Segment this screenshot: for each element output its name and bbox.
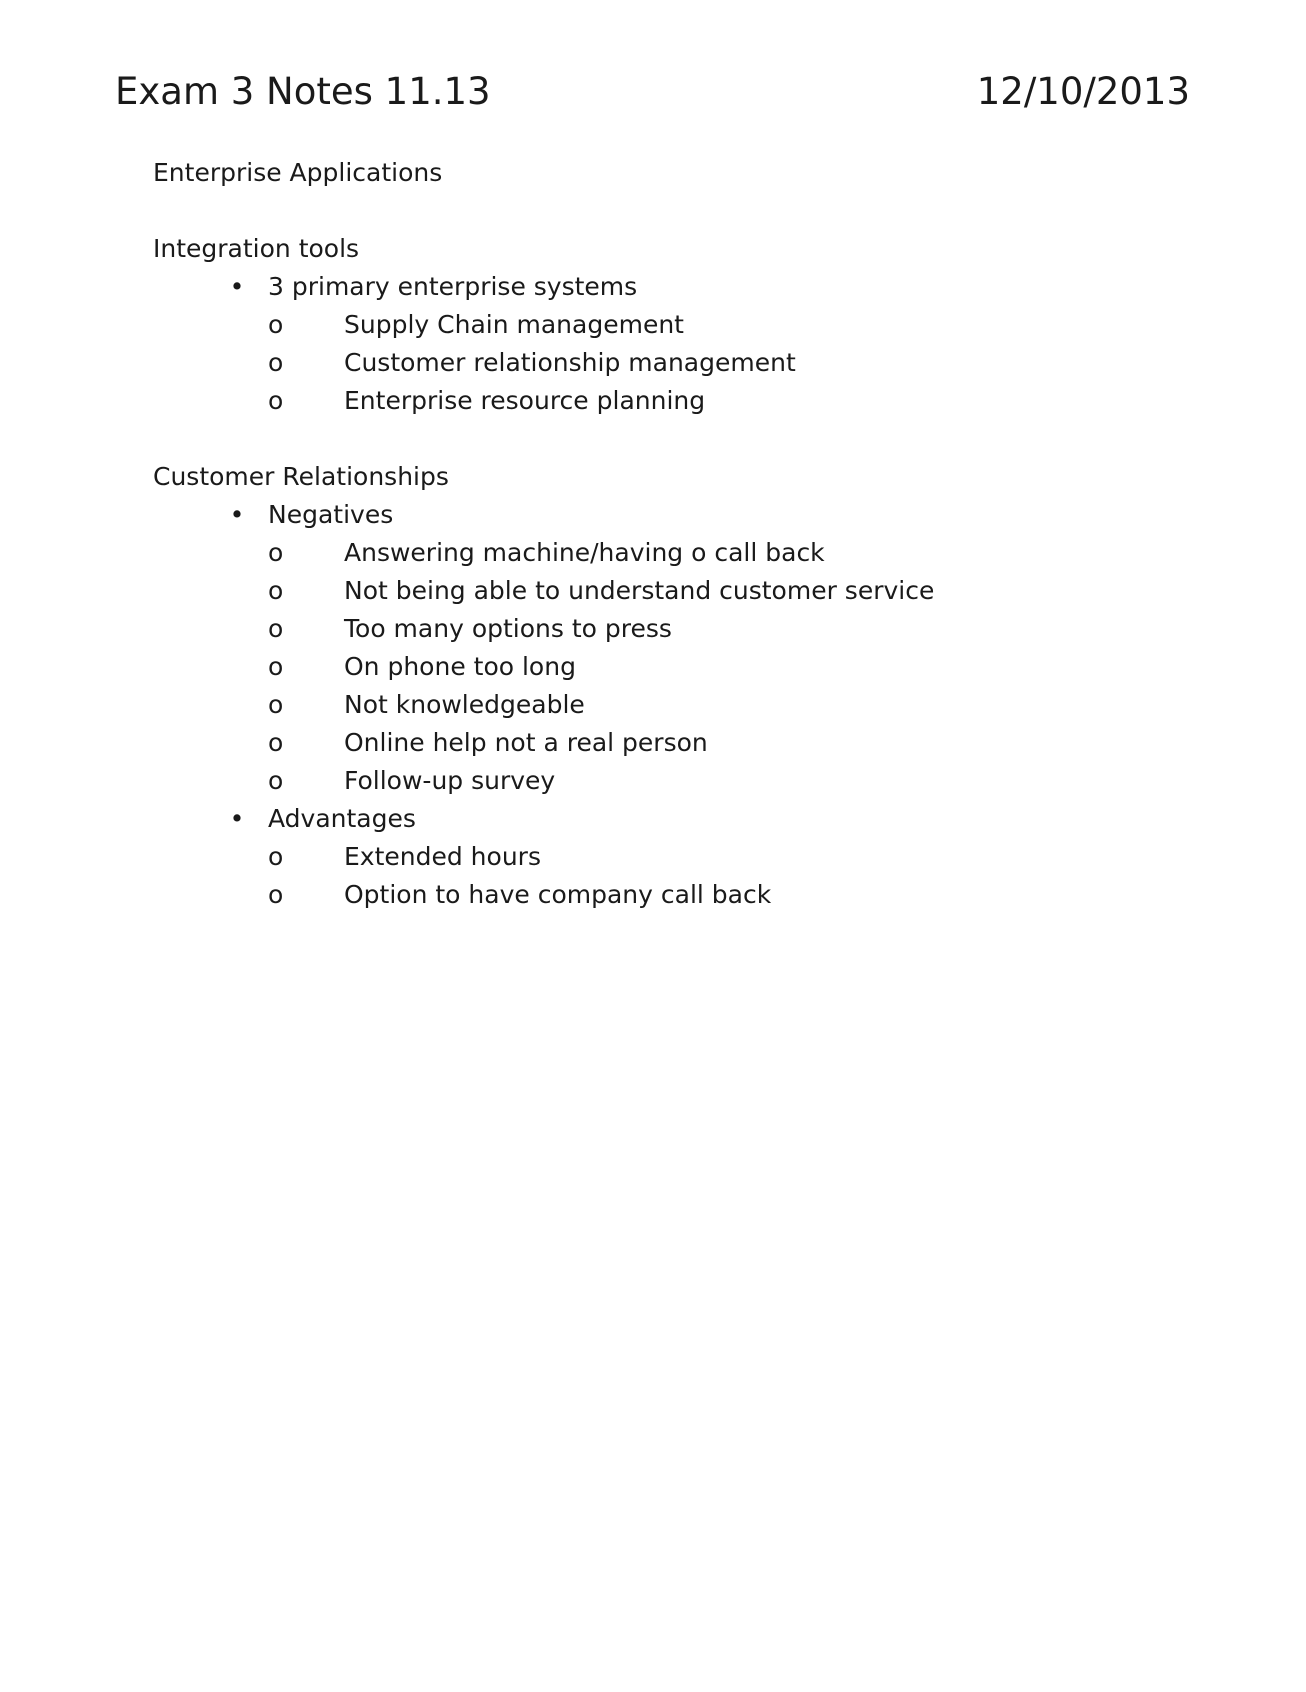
sub-bullet-icon: o bbox=[268, 842, 284, 871]
page-title: Exam 3 Notes 11.13 bbox=[115, 70, 491, 113]
sublist-item bbox=[268, 344, 934, 382]
sublist-item-label: Follow-up survey bbox=[344, 766, 556, 795]
sub-bullet-icon: o bbox=[268, 348, 284, 377]
sublist-item-label: Not being able to understand customer service bbox=[344, 576, 935, 605]
sublist-item bbox=[268, 686, 934, 724]
sublist-item-label: Extended hours bbox=[344, 842, 541, 871]
section-heading-enterprise-applications: Enterprise Applications bbox=[153, 158, 443, 187]
sublist-item bbox=[268, 724, 934, 762]
sublist-item bbox=[268, 762, 934, 800]
sublist-item-label: On phone too long bbox=[344, 652, 576, 681]
bullet-icon: • bbox=[229, 500, 245, 529]
sublist-item bbox=[268, 838, 934, 876]
sublist-item bbox=[268, 648, 934, 686]
bullet-icon: • bbox=[229, 272, 245, 301]
sublist-item bbox=[268, 876, 934, 914]
list-item bbox=[153, 496, 934, 800]
advantages-sublist bbox=[268, 838, 934, 914]
notes-body bbox=[153, 154, 934, 914]
sub-bullet-icon: o bbox=[268, 310, 284, 339]
sublist-item-label: Not knowledgeable bbox=[344, 690, 585, 719]
sublist-item bbox=[268, 382, 934, 420]
page-header bbox=[115, 72, 1190, 113]
sublist-item bbox=[268, 306, 934, 344]
sublist-item-label: Answering machine/having o call back bbox=[344, 538, 825, 567]
sub-bullet-icon: o bbox=[268, 614, 284, 643]
list-item-label: Negatives bbox=[268, 500, 394, 529]
sublist-item bbox=[268, 610, 934, 648]
sublist-item-label: Supply Chain management bbox=[344, 310, 684, 339]
section-heading-customer-relationships: Customer Relationships bbox=[153, 462, 449, 491]
sub-bullet-icon: o bbox=[268, 538, 284, 567]
sub-bullet-icon: o bbox=[268, 576, 284, 605]
customer-relationships-list bbox=[153, 496, 934, 914]
bullet-icon: • bbox=[229, 804, 245, 833]
sublist-item-label: Customer relationship management bbox=[344, 348, 796, 377]
list-item bbox=[153, 800, 934, 914]
sublist-item-label: Too many options to press bbox=[344, 614, 672, 643]
sublist-item-label: Option to have company call back bbox=[344, 880, 772, 909]
sub-bullet-icon: o bbox=[268, 386, 284, 415]
sub-bullet-icon: o bbox=[268, 652, 284, 681]
sublist-item bbox=[268, 534, 934, 572]
enterprise-systems-sublist bbox=[268, 306, 934, 420]
integration-tools-list bbox=[153, 268, 934, 420]
sublist-item-label: Online help not a real person bbox=[344, 728, 708, 757]
sub-bullet-icon: o bbox=[268, 690, 284, 719]
list-item-label: 3 primary enterprise systems bbox=[268, 272, 638, 301]
negatives-sublist bbox=[268, 534, 934, 800]
sublist-item-label: Enterprise resource planning bbox=[344, 386, 706, 415]
list-item bbox=[153, 268, 934, 420]
list-item-label: Advantages bbox=[268, 804, 416, 833]
sub-bullet-icon: o bbox=[268, 880, 284, 909]
sublist-item bbox=[268, 572, 934, 610]
sub-bullet-icon: o bbox=[268, 728, 284, 757]
section-heading-integration-tools: Integration tools bbox=[153, 234, 360, 263]
sub-bullet-icon: o bbox=[268, 766, 284, 795]
page-date: 12/10/2013 bbox=[976, 70, 1190, 113]
